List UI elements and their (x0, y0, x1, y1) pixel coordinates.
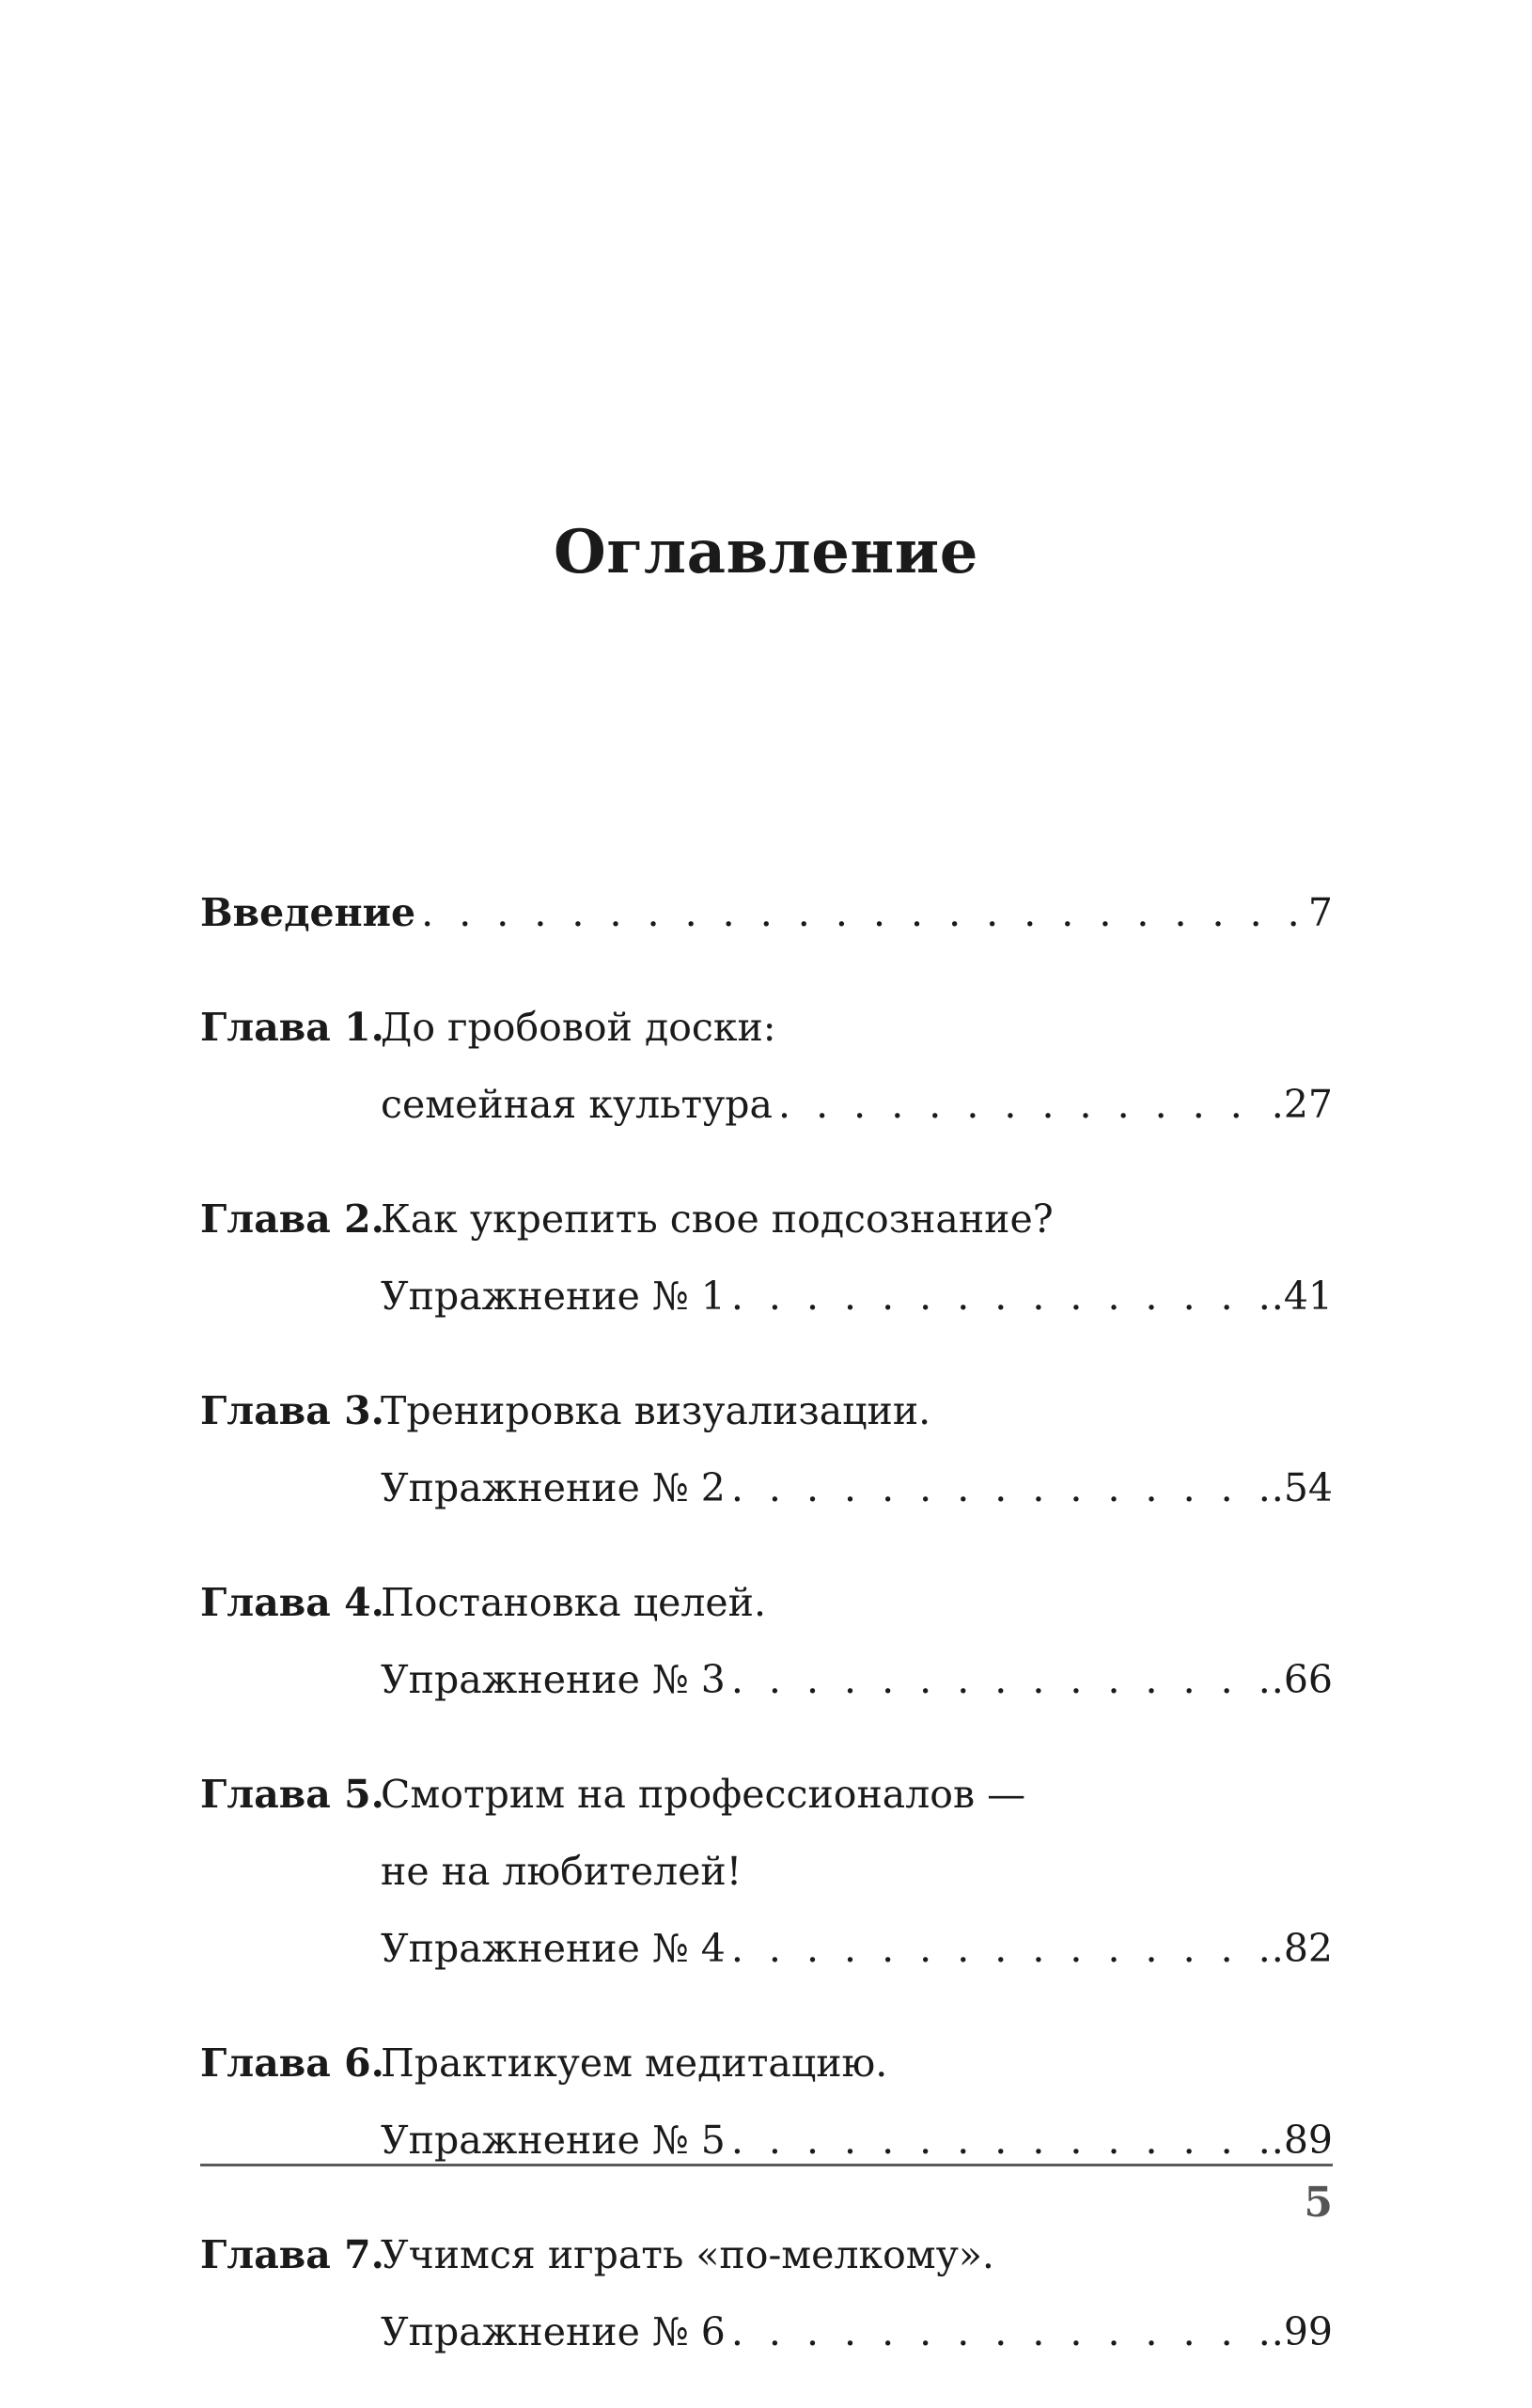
footer-divider (200, 2164, 1333, 2166)
dot-leader (726, 1258, 1268, 1335)
toc-page-number: 7 (1307, 890, 1333, 935)
dot-leader (726, 1641, 1268, 1718)
toc-line (200, 1641, 1333, 1718)
toc-entry-title: Упражнение № 1 (381, 1274, 726, 1319)
toc-line (200, 1449, 1333, 1526)
toc-entry-title: До гробовой доски: (381, 1005, 776, 1050)
toc-entry (200, 989, 1333, 1143)
toc-line (200, 1258, 1333, 1335)
toc-line (200, 2293, 1333, 2370)
toc-entry (200, 2025, 1333, 2179)
toc-entry-title: Как укрепить свое подсознание? (381, 1196, 1054, 1242)
toc-line (200, 1910, 1333, 1987)
dot-leader (773, 1066, 1268, 1143)
toc-entry-title: не на любителей! (381, 1849, 743, 1894)
toc-entry-title: Упражнение № 6 (381, 2309, 726, 2354)
toc-entry (200, 1372, 1333, 1526)
toc-entry-label: Глава 6. (200, 2041, 384, 2086)
toc-entry (200, 1756, 1333, 1987)
toc-line (200, 1181, 1333, 1258)
toc-line (200, 2102, 1333, 2179)
table-of-contents (200, 874, 1333, 2408)
toc-entry (200, 1181, 1333, 1335)
dot-leader (415, 874, 1305, 951)
toc-page-number: .54 (1271, 1465, 1333, 1510)
toc-line (200, 1372, 1333, 1449)
toc-entry-title: Упражнение № 4 (381, 1926, 726, 1971)
toc-entry-title: Учимся играть «по-мелкому». (381, 2232, 994, 2277)
toc-page-number: .41 (1271, 1274, 1333, 1319)
dot-leader (726, 1910, 1268, 1987)
toc-entry-title: Тренировка визуализации. (381, 1388, 931, 1433)
toc-entry-title: семейная культура (381, 1082, 773, 1127)
toc-entry-label: Глава 1. (200, 1005, 384, 1050)
toc-line (200, 2025, 1333, 2102)
toc-entry-title: Упражнение № 2 (381, 1465, 726, 1510)
page-title: Оглавление (554, 516, 978, 587)
toc-page-number: .82 (1271, 1926, 1333, 1971)
toc-entry-label: Глава 4. (200, 1580, 384, 1625)
toc-page-number: .27 (1271, 1082, 1333, 1127)
toc-entry-label: Введение (200, 890, 416, 935)
toc-entry-title: Упражнение № 5 (381, 2118, 726, 2163)
toc-entry (200, 1564, 1333, 1718)
toc-entry-label: Глава 2. (200, 1196, 384, 1242)
toc-line (200, 2216, 1333, 2293)
toc-entry-title: Смотрим на профессионалов — (381, 1772, 1026, 1817)
toc-entry (200, 874, 1333, 951)
toc-page-number: .99 (1271, 2309, 1333, 2354)
toc-line (200, 874, 1333, 951)
toc-entry-title: Практикуем медитацию. (381, 2041, 888, 2086)
toc-entry-title: Постановка целей. (381, 1580, 767, 1625)
toc-entry-label: Глава 3. (200, 1388, 384, 1433)
toc-entry-label: Глава 7. (200, 2232, 384, 2277)
toc-line (200, 989, 1333, 1066)
dot-leader (726, 2293, 1268, 2370)
toc-entry-title: Упражнение № 3 (381, 1657, 726, 1702)
dot-leader (726, 2102, 1268, 2179)
page-number: 5 (1304, 2179, 1333, 2227)
toc-page-number: .89 (1271, 2118, 1333, 2163)
toc-entry (200, 2216, 1333, 2370)
toc-line (200, 1564, 1333, 1641)
toc-line (200, 1066, 1333, 1143)
toc-page-number: .66 (1271, 1657, 1333, 1702)
toc-line (200, 1756, 1333, 1833)
toc-entry-label: Глава 5. (200, 1772, 384, 1817)
toc-line (200, 1833, 1333, 1910)
dot-leader (726, 1449, 1268, 1526)
